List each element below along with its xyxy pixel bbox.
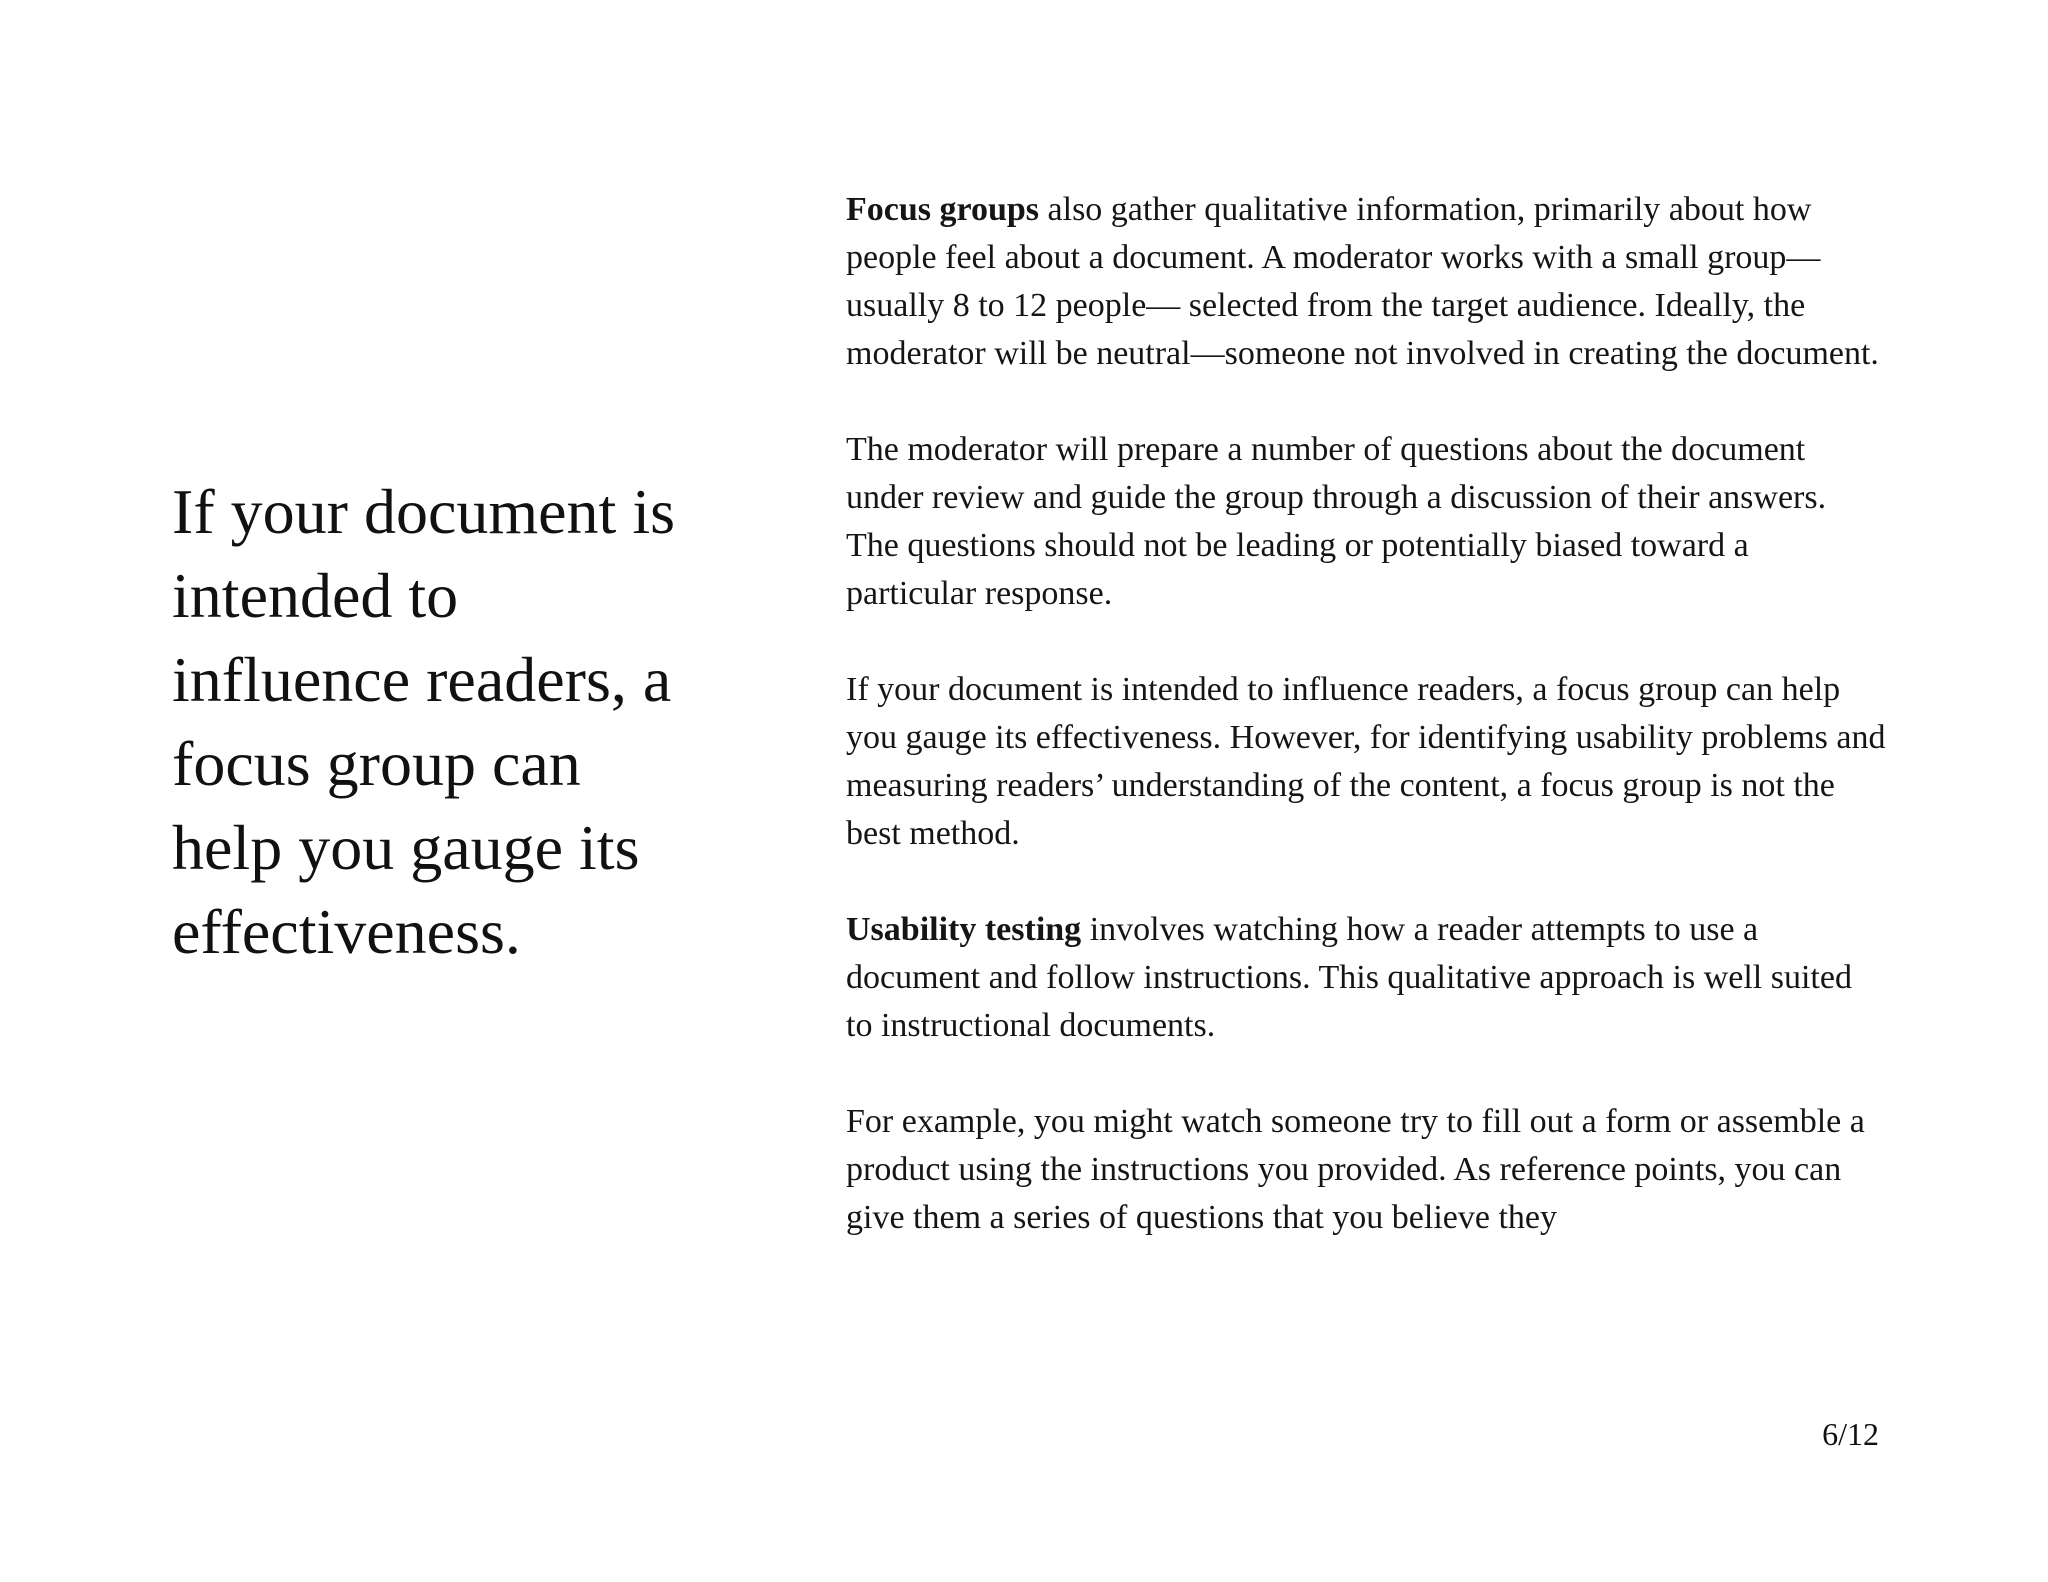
body-text xyxy=(846,186,1886,1290)
paragraph-moderator xyxy=(846,426,1886,618)
paragraph-focus-groups xyxy=(846,186,1886,378)
paragraph-influence xyxy=(846,666,1886,858)
term-focus-groups: Focus groups xyxy=(846,191,1040,228)
paragraph-text: If your document is intended to influence readers, a focus group can help you gauge its effectiveness. However, for identifying usability problems and measuring readers’ understanding of the content, a focus group is not the best method. xyxy=(846,671,1886,852)
paragraph-text: involves watching how a reader attempts to use a document and follow instructions. This qualitative approach is well suited to instructional documents. xyxy=(846,911,1852,1044)
pull-quote: If your document is intended to influence readers, a focus group can help you gauge its effectiveness. xyxy=(172,476,675,967)
term-usability-testing: Usability testing xyxy=(846,911,1082,948)
paragraph-text: The moderator will prepare a number of questions about the document under review and guide the group through a discussion of their answers. The questions should not be leading or potentially biased toward a particular response. xyxy=(846,431,1827,612)
paragraph-text: also gather qualitative information, primarily about how people feel about a document. A moderator works with a small group—usually 8 to 12 people— selected from the target audience. Ideally, the moderator will be neutral—someone not involved in creating the document. xyxy=(846,191,1879,372)
paragraph-usability-testing xyxy=(846,906,1886,1050)
paragraph-text: For example, you might watch someone try to fill out a form or assemble a product using the instructions you provided. As reference points, you can give them a series of questions that you believe they xyxy=(846,1103,1865,1236)
page-number: 6/12 xyxy=(1822,1416,1879,1452)
paragraph-example xyxy=(846,1098,1886,1242)
